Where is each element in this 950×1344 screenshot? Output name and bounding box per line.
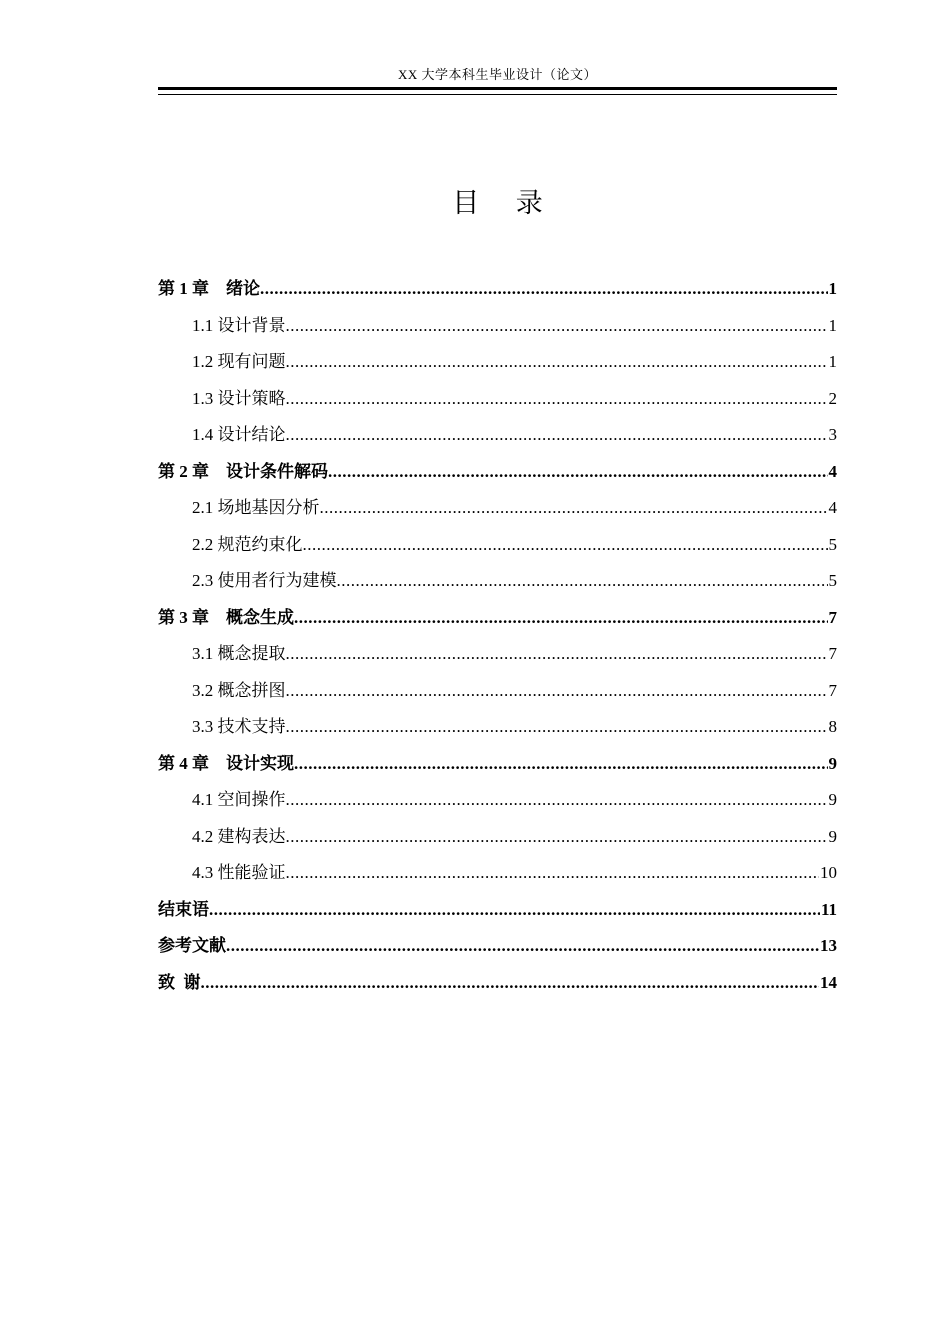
toc-dot-leader (337, 563, 828, 600)
toc-page-number: 9 (828, 790, 837, 809)
toc-dot-leader (294, 600, 828, 637)
toc-entry[interactable] (158, 344, 837, 381)
toc-page-number: 7 (828, 644, 837, 663)
toc-entry-label: 参考文献 (158, 936, 226, 955)
toc-dot-leader (286, 709, 828, 746)
toc-entry-label: 1.4 设计结论 (192, 425, 286, 444)
toc-entry-label: 4.1 空间操作 (192, 790, 286, 809)
toc-dot-leader (303, 527, 828, 564)
toc-entry-label: 4.3 性能验证 (192, 863, 286, 882)
toc-entry-label: 2.1 场地基因分析 (192, 498, 320, 517)
toc-page-number: 5 (828, 534, 837, 554)
toc-entry-label: 第 3 章 概念生成 (158, 607, 294, 627)
toc-page-number: 5 (828, 571, 837, 590)
toc-page-number: 2 (828, 388, 837, 408)
toc-dot-leader (286, 673, 828, 710)
toc-entry[interactable] (158, 928, 837, 965)
toc-entry[interactable] (158, 417, 837, 454)
toc-page-number: 7 (828, 680, 837, 700)
toc-entry-label: 4.2 建构表达 (192, 826, 286, 846)
toc-page-number: 11 (820, 899, 837, 919)
toc-entry-label: 3.2 概念拼图 (192, 680, 286, 700)
toc-page-number: 7 (828, 607, 837, 627)
toc-entry[interactable] (158, 527, 837, 564)
toc-dot-leader (286, 308, 828, 345)
toc-page-number: 4 (828, 461, 837, 481)
toc-page-number: 9 (828, 753, 837, 773)
toc-entry[interactable] (158, 819, 837, 856)
toc-page-number: 1 (828, 352, 837, 371)
toc-entry-label: 结束语 (158, 899, 209, 919)
toc-entry[interactable] (158, 454, 837, 491)
toc-dot-leader (260, 271, 828, 308)
toc-dot-leader (226, 928, 819, 965)
toc-page-number: 1 (828, 315, 837, 335)
toc-entry-label: 1.3 设计策略 (192, 388, 286, 408)
toc-page-number: 13 (820, 936, 837, 955)
toc-dot-leader (286, 855, 820, 892)
toc-dot-leader (320, 490, 828, 527)
toc-dot-leader (209, 892, 820, 929)
toc-dot-leader (286, 417, 828, 454)
toc-dot-leader (286, 636, 828, 673)
toc-entry[interactable] (158, 855, 837, 892)
table-of-contents (158, 271, 837, 1001)
toc-dot-leader (286, 819, 828, 856)
toc-entry-label: 第 1 章 绪论 (158, 279, 260, 298)
toc-entry[interactable] (158, 709, 837, 746)
toc-dot-leader (294, 746, 828, 783)
toc-dot-leader (201, 965, 820, 1002)
toc-dot-leader (286, 344, 828, 381)
toc-page-number: 8 (828, 717, 837, 736)
header-double-rule (158, 87, 837, 95)
toc-dot-leader (286, 782, 828, 819)
toc-entry-label: 致 谢 (158, 972, 201, 992)
toc-entry[interactable] (158, 381, 837, 418)
toc-entry-label: 2.2 规范约束化 (192, 534, 303, 554)
toc-entry-label: 2.3 使用者行为建模 (192, 571, 337, 590)
toc-entry[interactable] (158, 563, 837, 600)
toc-title: 目 录 (452, 188, 557, 219)
toc-entry[interactable] (158, 673, 837, 710)
toc-page-number: 9 (828, 826, 837, 846)
toc-entry-label: 第 4 章 设计实现 (158, 753, 294, 773)
toc-page-number: 10 (820, 863, 837, 882)
toc-dot-leader (286, 381, 828, 418)
toc-entry-label: 3.3 技术支持 (192, 717, 286, 736)
toc-entry[interactable] (158, 636, 837, 673)
toc-page-number: 14 (820, 972, 837, 992)
toc-entry[interactable] (158, 782, 837, 819)
running-header: XX 大学本科生毕业设计（论文） (397, 67, 598, 82)
toc-entry[interactable] (158, 271, 837, 308)
toc-entry[interactable] (158, 746, 837, 783)
toc-entry-label: 第 2 章 设计条件解码 (158, 461, 328, 481)
toc-entry[interactable] (158, 308, 837, 345)
toc-entry-label: 1.1 设计背景 (192, 315, 286, 335)
toc-entry[interactable] (158, 965, 837, 1002)
toc-entry-label: 3.1 概念提取 (192, 644, 286, 663)
toc-entry[interactable] (158, 892, 837, 929)
toc-entry-label: 1.2 现有问题 (192, 352, 286, 371)
toc-page-number: 4 (828, 498, 837, 517)
toc-entry[interactable] (158, 490, 837, 527)
toc-page-number: 3 (828, 425, 837, 444)
toc-page-number: 1 (828, 279, 837, 298)
toc-dot-leader (328, 454, 828, 491)
toc-entry[interactable] (158, 600, 837, 637)
